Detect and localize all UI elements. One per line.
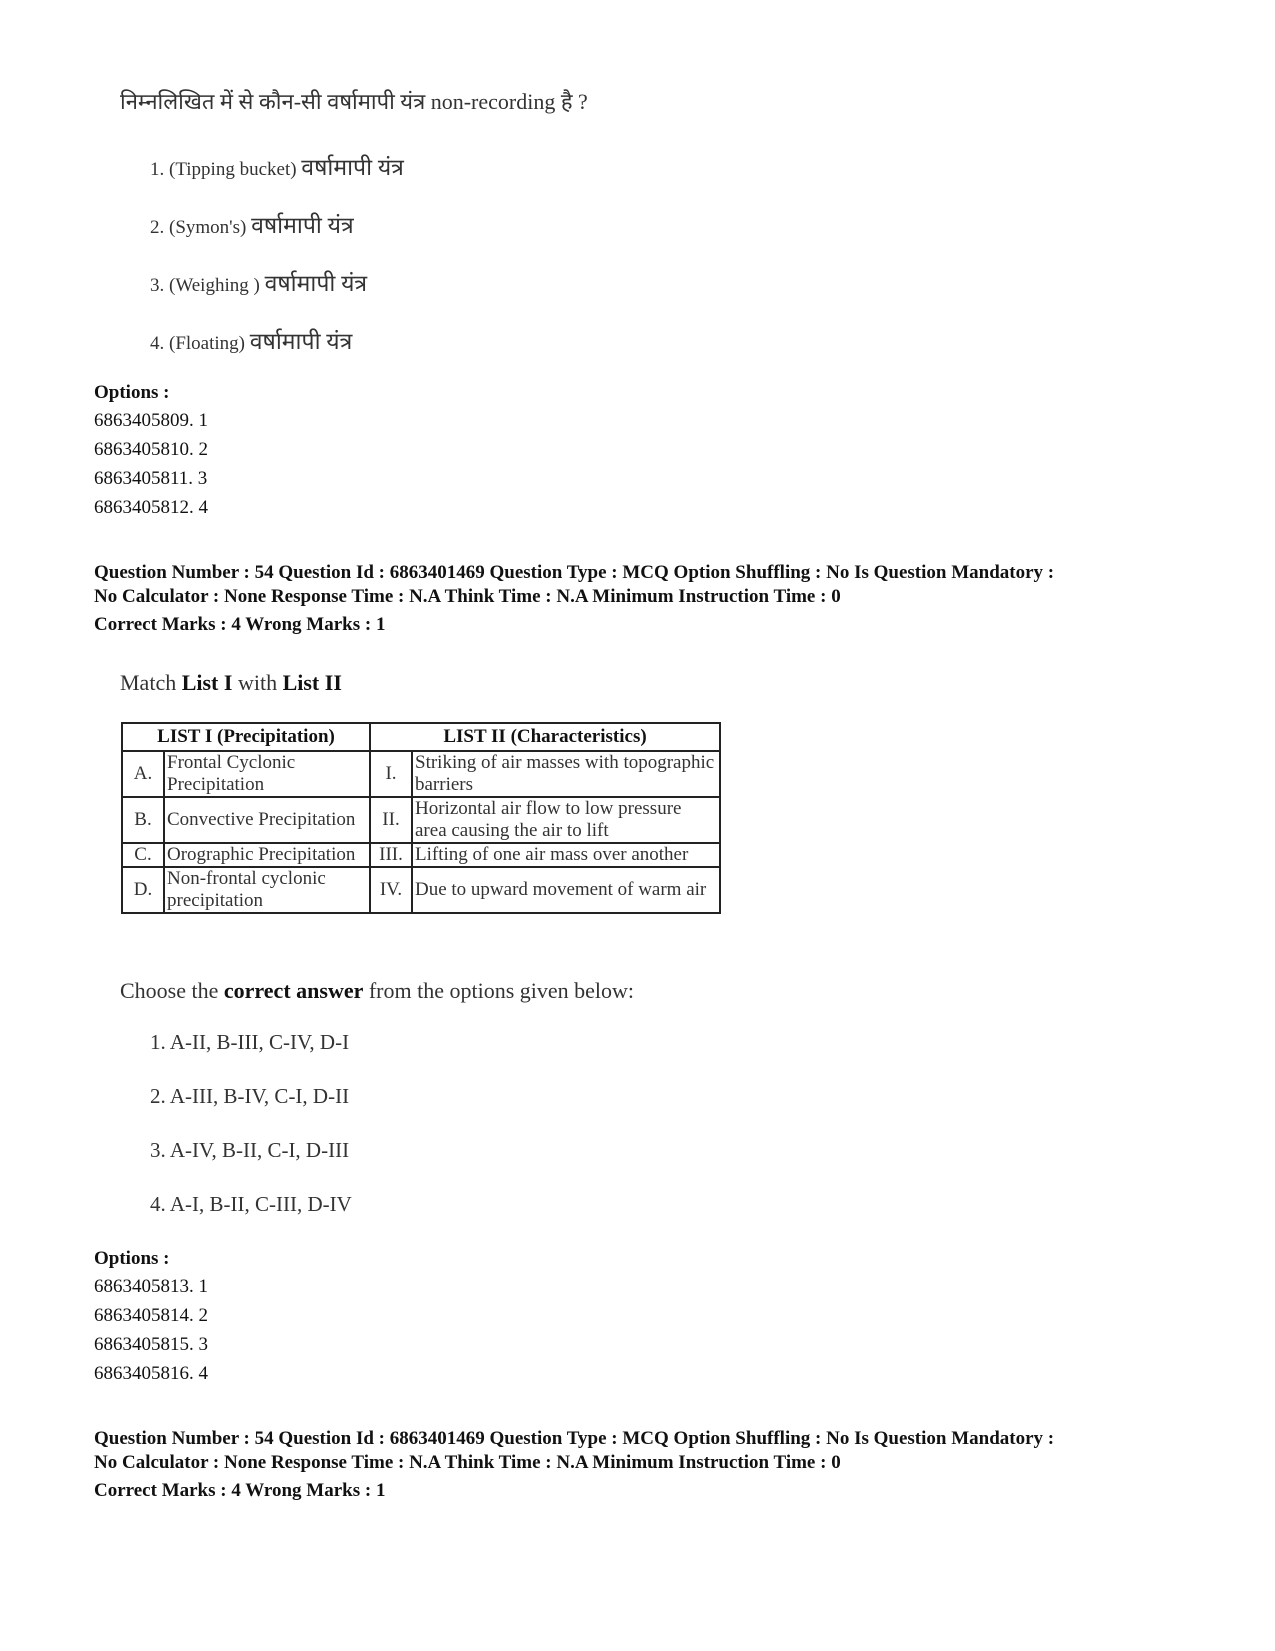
question-choice: 3. (Weighing ) वर्षामापी यंत्र xyxy=(150,271,368,296)
table-row xyxy=(122,867,720,913)
table-cell: Non-frontal cyclonic precipitation xyxy=(164,867,370,913)
table-cell: B. xyxy=(122,797,164,843)
table-cell: D. xyxy=(122,867,164,913)
question-meta xyxy=(94,561,1234,637)
answer-choice: 1. A-II, B-III, C-IV, D-I xyxy=(150,1030,350,1054)
answer-choice: 3. A-IV, B-II, C-I, D-III xyxy=(150,1138,350,1162)
options-label: Options : xyxy=(94,1248,170,1269)
option-line: 6863405812. 4 xyxy=(94,497,208,518)
options-label: Options : xyxy=(94,382,170,403)
table-cell: Horizontal air flow to low pressure area causing the air to lift xyxy=(412,797,720,843)
marks-line: Correct Marks : 4 Wrong Marks : 1 xyxy=(94,1480,386,1501)
option-line: 6863405813. 1 xyxy=(94,1276,208,1297)
marks-line: Correct Marks : 4 Wrong Marks : 1 xyxy=(94,614,386,635)
question-meta xyxy=(94,1427,1234,1503)
option-line: 6863405811. 3 xyxy=(94,468,208,489)
meta-line: No Calculator : None Response Time : N.A Think Time : N.A Minimum Instruction Time : 0 xyxy=(94,586,841,607)
table-row xyxy=(122,751,720,797)
option-line: 6863405814. 2 xyxy=(94,1305,208,1326)
table-row xyxy=(122,797,720,843)
question-text-hindi: निम्नलिखित में से कौन-सी वर्षामापी यंत्र non-recording है ? xyxy=(120,89,588,114)
question-choice: 2. (Symon's) वर्षामापी यंत्र xyxy=(150,213,354,238)
table-cell: Frontal Cyclonic Precipitation xyxy=(164,751,370,797)
table-cell: IV. xyxy=(370,867,412,913)
table-cell: I. xyxy=(370,751,412,797)
table-header: LIST II (Characteristics) xyxy=(370,723,720,751)
table-row xyxy=(122,843,720,867)
option-line: 6863405816. 4 xyxy=(94,1363,208,1384)
meta-line: Question Number : 54 Question Id : 6863401469 Question Type : MCQ Option Shuffling : No Is Question Mandatory : xyxy=(94,562,1055,583)
table-header-row xyxy=(122,723,720,751)
option-line: 6863405809. 1 xyxy=(94,410,208,431)
table-cell: Lifting of one air mass over another xyxy=(412,843,720,867)
match-heading: Match List I with List II xyxy=(120,670,342,695)
table-cell: Convective Precipitation xyxy=(164,797,370,843)
table-cell: II. xyxy=(370,797,412,843)
table-cell: C. xyxy=(122,843,164,867)
table-cell: A. xyxy=(122,751,164,797)
answer-choice: 2. A-III, B-IV, C-I, D-II xyxy=(150,1084,350,1108)
answer-choice: 4. A-I, B-II, C-III, D-IV xyxy=(150,1192,352,1216)
question-choice: 1. (Tipping bucket) वर्षामापी यंत्र xyxy=(150,155,404,180)
table-cell: III. xyxy=(370,843,412,867)
meta-line: No Calculator : None Response Time : N.A Think Time : N.A Minimum Instruction Time : 0 xyxy=(94,1452,841,1473)
table-cell: Orographic Precipitation xyxy=(164,843,370,867)
table-cell: Due to upward movement of warm air xyxy=(412,867,720,913)
table-header: LIST I (Precipitation) xyxy=(122,723,370,751)
question-choice: 4. (Floating) वर्षामापी यंत्र xyxy=(150,329,353,354)
option-line: 6863405815. 3 xyxy=(94,1334,208,1355)
meta-line: Question Number : 54 Question Id : 6863401469 Question Type : MCQ Option Shuffling : No Is Question Mandatory : xyxy=(94,1428,1055,1449)
option-line: 6863405810. 2 xyxy=(94,439,208,460)
match-table xyxy=(121,722,721,914)
table-cell: Striking of air masses with topographic barriers xyxy=(412,751,720,797)
choose-instruction: Choose the correct answer from the options given below: xyxy=(120,978,635,1003)
